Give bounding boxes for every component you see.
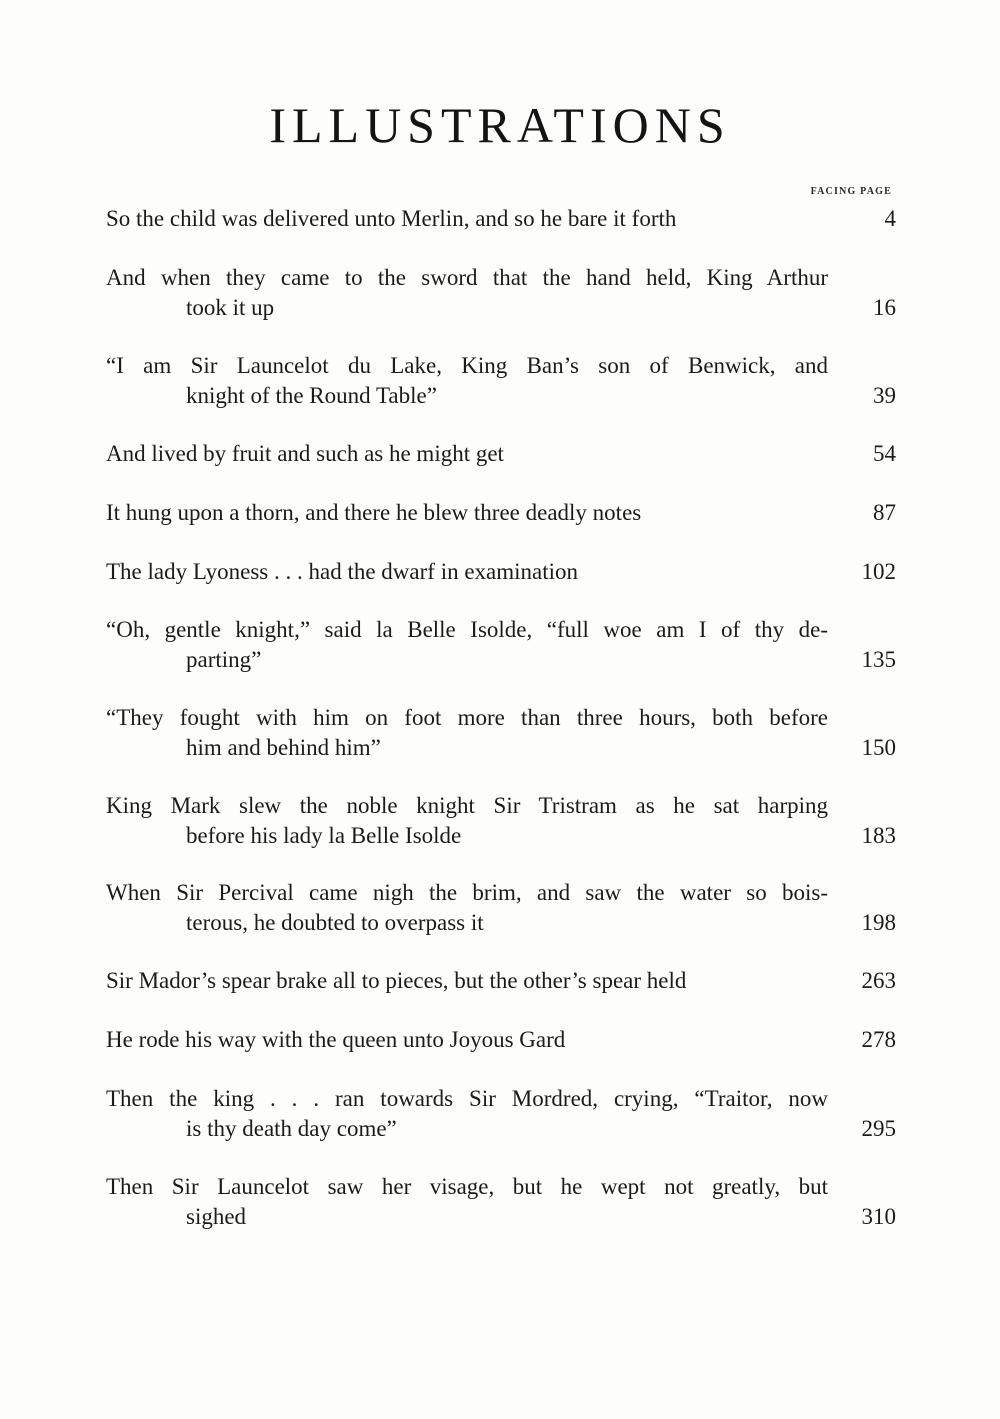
facing-page-number: 310 [840,1202,896,1232]
caption-line [106,557,896,587]
caption-line [106,351,896,381]
illustration-entry [106,557,896,587]
caption-line [106,439,896,469]
facing-page-number: 4 [840,204,896,234]
illustration-entry [106,263,896,323]
caption-text: It hung upon a thorn, and there he blew three deadly notes [106,500,647,525]
facing-page-number: 54 [840,439,896,469]
caption-text: “I am Sir Launcelot du Lake, King Ban’s son of Benwick, and [106,351,828,381]
illustration-entry [106,615,896,675]
caption-line [106,1114,896,1144]
facing-page-number: 263 [840,966,896,996]
illustration-entry [106,1172,896,1232]
caption-text: parting” [186,647,267,672]
caption-line [106,733,896,763]
caption-line [106,615,896,645]
illustration-entry [106,966,896,996]
caption-text: He rode his way with the queen unto Joyous Gard [106,1027,571,1052]
caption-line [106,703,896,733]
caption-text: sighed [186,1204,252,1229]
facing-page-number: 16 [840,293,896,323]
illustration-entry [106,204,896,234]
caption-text: knight of the Round Table” [186,383,443,408]
caption-text: “Oh, gentle knight,” said la Belle Isolde, “full woe am I of thy de- [106,615,828,645]
caption-text: So the child was delivered unto Merlin, and so he bare it forth [106,206,682,231]
caption-text: took it up [186,295,280,320]
facing-page-number: 150 [840,733,896,763]
facing-page-number: 135 [840,645,896,675]
caption-text: And lived by fruit and such as he might get [106,441,510,466]
caption-line [106,498,896,528]
facing-page-number: 295 [840,1114,896,1144]
caption-text: Then Sir Launcelot saw her visage, but he wept not greatly, but [106,1172,828,1202]
illustration-entry [106,1025,896,1055]
caption-line [106,908,896,938]
facing-page-number: 278 [840,1025,896,1055]
caption-text: “They fought with him on foot more than three hours, both before [106,703,828,733]
caption-line [106,791,896,821]
caption-line [106,263,896,293]
facing-page-number: 183 [840,821,896,851]
caption-line [106,821,896,851]
illustration-entry [106,791,896,851]
caption-text: And when they came to the sword that the hand held, King Arthur [106,263,828,293]
caption-line [106,1084,896,1114]
caption-line [106,1202,896,1232]
caption-line [106,293,896,323]
illustration-entry [106,351,896,411]
page-title: ILLUSTRATIONS [269,97,731,153]
facing-page-number: 198 [840,908,896,938]
facing-page-number: 39 [840,381,896,411]
illustration-entry [106,703,896,763]
caption-line [106,1172,896,1202]
caption-text: When Sir Percival came nigh the brim, and saw the water so bois- [106,878,828,908]
caption-text: before his lady la Belle Isolde [186,823,467,848]
caption-text: him and behind him” [186,735,387,760]
caption-line [106,381,896,411]
facing-page-label: FACING PAGE [810,186,892,197]
caption-text: Then the king . . . ran towards Sir Mordred, crying, “Traitor, now [106,1084,828,1114]
caption-text: terous, he doubted to overpass it [186,910,490,935]
illustration-entry [106,1084,896,1144]
caption-text: The lady Lyoness . . . had the dwarf in examination [106,559,584,584]
caption-line [106,1025,896,1055]
facing-page-number: 87 [840,498,896,528]
illustration-entry [106,439,896,469]
caption-line [106,966,896,996]
illustration-entry [106,878,896,938]
caption-line [106,878,896,908]
caption-text: King Mark slew the noble knight Sir Tristram as he sat harping [106,791,828,821]
caption-line [106,645,896,675]
caption-line [106,204,896,234]
caption-text: is thy death day come” [186,1116,403,1141]
caption-text: Sir Mador’s spear brake all to pieces, but the other’s spear held [106,968,692,993]
facing-page-number: 102 [840,557,896,587]
illustration-entry [106,498,896,528]
